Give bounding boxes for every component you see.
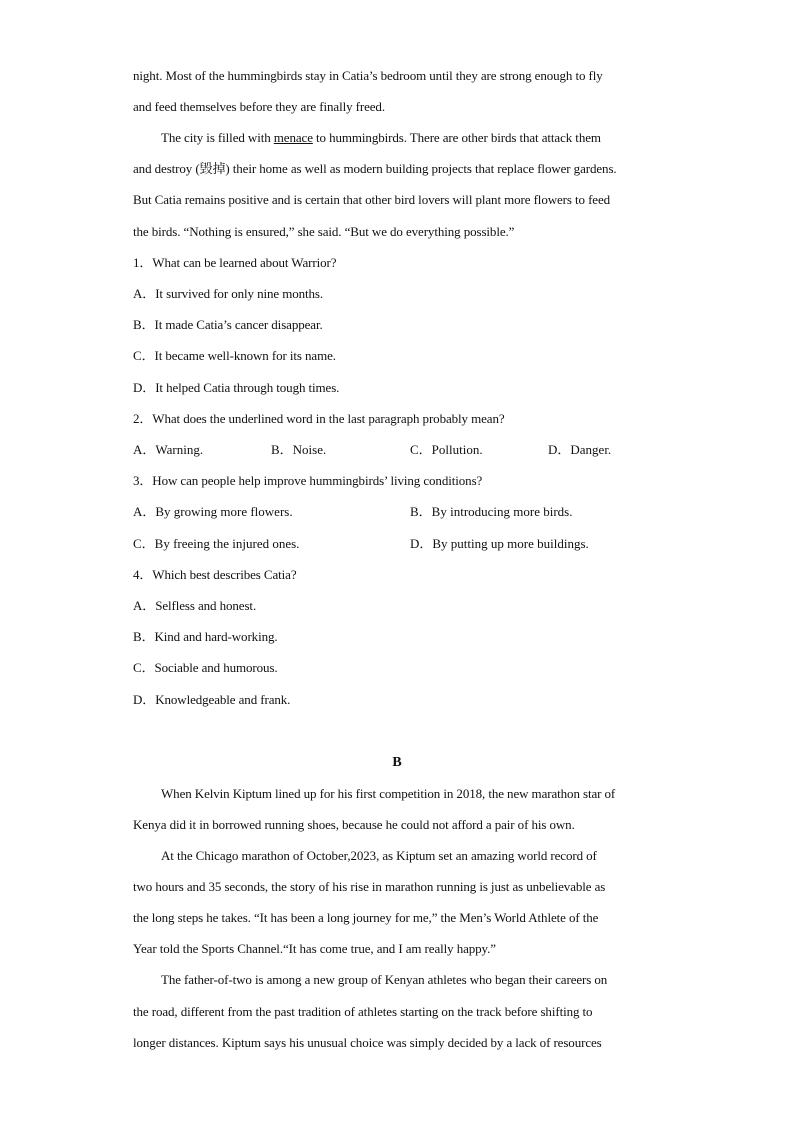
- question-1-option-c: C．It became well-known for its name.: [133, 348, 336, 363]
- question-2-option-b: B．Noise.: [271, 442, 327, 457]
- passage-b-p1-line1: When Kelvin Kiptum lined up for his first competition in 2018, the new marathon star of: [161, 786, 616, 801]
- question-1-option-a: A．It survived for only nine months.: [133, 286, 324, 301]
- question-3-option-b: B．By introducing more birds.: [410, 504, 573, 519]
- passage-a-p2-line2: and destroy (毁掉) their home as well as modern building projects that replace flower gardens.: [133, 161, 617, 176]
- question-4-option-b: B．Kind and hard-working.: [133, 629, 278, 644]
- p2-text-before: The city is filled with: [161, 130, 274, 145]
- question-4-option-c: C．Sociable and humorous.: [133, 660, 278, 675]
- passage-a-p2-line3: But Catia remains positive and is certain that other bird lovers will plant more flowers to feed: [133, 192, 611, 207]
- passage-b-p2-line4: Year told the Sports Channel.“It has come true, and I am really happy.”: [133, 941, 496, 956]
- question-4-stem: 4．Which best describes Catia?: [133, 567, 297, 582]
- passage-b-p3-line1: The father-of-two is among a new group of Kenyan athletes who began their careers on: [161, 972, 608, 987]
- question-3-option-d: D．By putting up more buildings.: [410, 536, 589, 551]
- question-1-option-b: B．It made Catia’s cancer disappear.: [133, 317, 323, 332]
- question-3-stem: 3．How can people help improve hummingbirds’ living conditions?: [133, 473, 483, 488]
- question-2-stem: 2．What does the underlined word in the last paragraph probably mean?: [133, 411, 505, 426]
- question-2-option-d: D．Danger.: [548, 442, 612, 457]
- question-2-option-c: C．Pollution.: [410, 442, 483, 457]
- p2-text-after: to hummingbirds. There are other birds that attack them: [312, 130, 601, 145]
- section-heading-b: B: [392, 755, 402, 770]
- question-1-stem: 1．What can be learned about Warrior?: [133, 255, 337, 270]
- passage-b-p2-line2: two hours and 35 seconds, the story of his rise in marathon running is just as unbelievable as: [133, 879, 606, 894]
- question-2-option-a: A．Warning.: [133, 442, 204, 457]
- passage-b-p2-line1: At the Chicago marathon of October,2023, as Kiptum set an amazing world record of: [161, 848, 597, 863]
- passage-a-p1-line1: night. Most of the hummingbirds stay in Catia’s bedroom until they are strong enough to fly: [133, 68, 603, 83]
- question-4-option-a: A．Selfless and honest.: [133, 598, 257, 613]
- underlined-word-menace: menace: [273, 130, 313, 145]
- passage-b-p3-line3: longer distances. Kiptum says his unusual choice was simply decided by a lack of resources: [133, 1035, 602, 1050]
- question-3-option-a: A．By growing more flowers.: [133, 504, 293, 519]
- question-4-option-d: D．Knowledgeable and frank.: [133, 692, 291, 707]
- passage-b-p2-line3: the long steps he takes. “It has been a long journey for me,” the Men’s World Athlete of the: [133, 910, 599, 925]
- passage-a-p1-line2: and feed themselves before they are finally freed.: [133, 99, 385, 114]
- passage-a-p2-line1: [161, 130, 701, 146]
- passage-a-p2-line4: the birds. “Nothing is ensured,” she said. “But we do everything possible.”: [133, 224, 515, 239]
- question-1-option-d: D．It helped Catia through tough times.: [133, 380, 340, 395]
- passage-b-p3-line2: the road, different from the past tradition of athletes starting on the track before shifting to: [133, 1004, 593, 1019]
- passage-b-p1-line2: Kenya did it in borrowed running shoes, because he could not afford a pair of his own.: [133, 817, 575, 832]
- question-3-option-c: C．By freeing the injured ones.: [133, 536, 300, 551]
